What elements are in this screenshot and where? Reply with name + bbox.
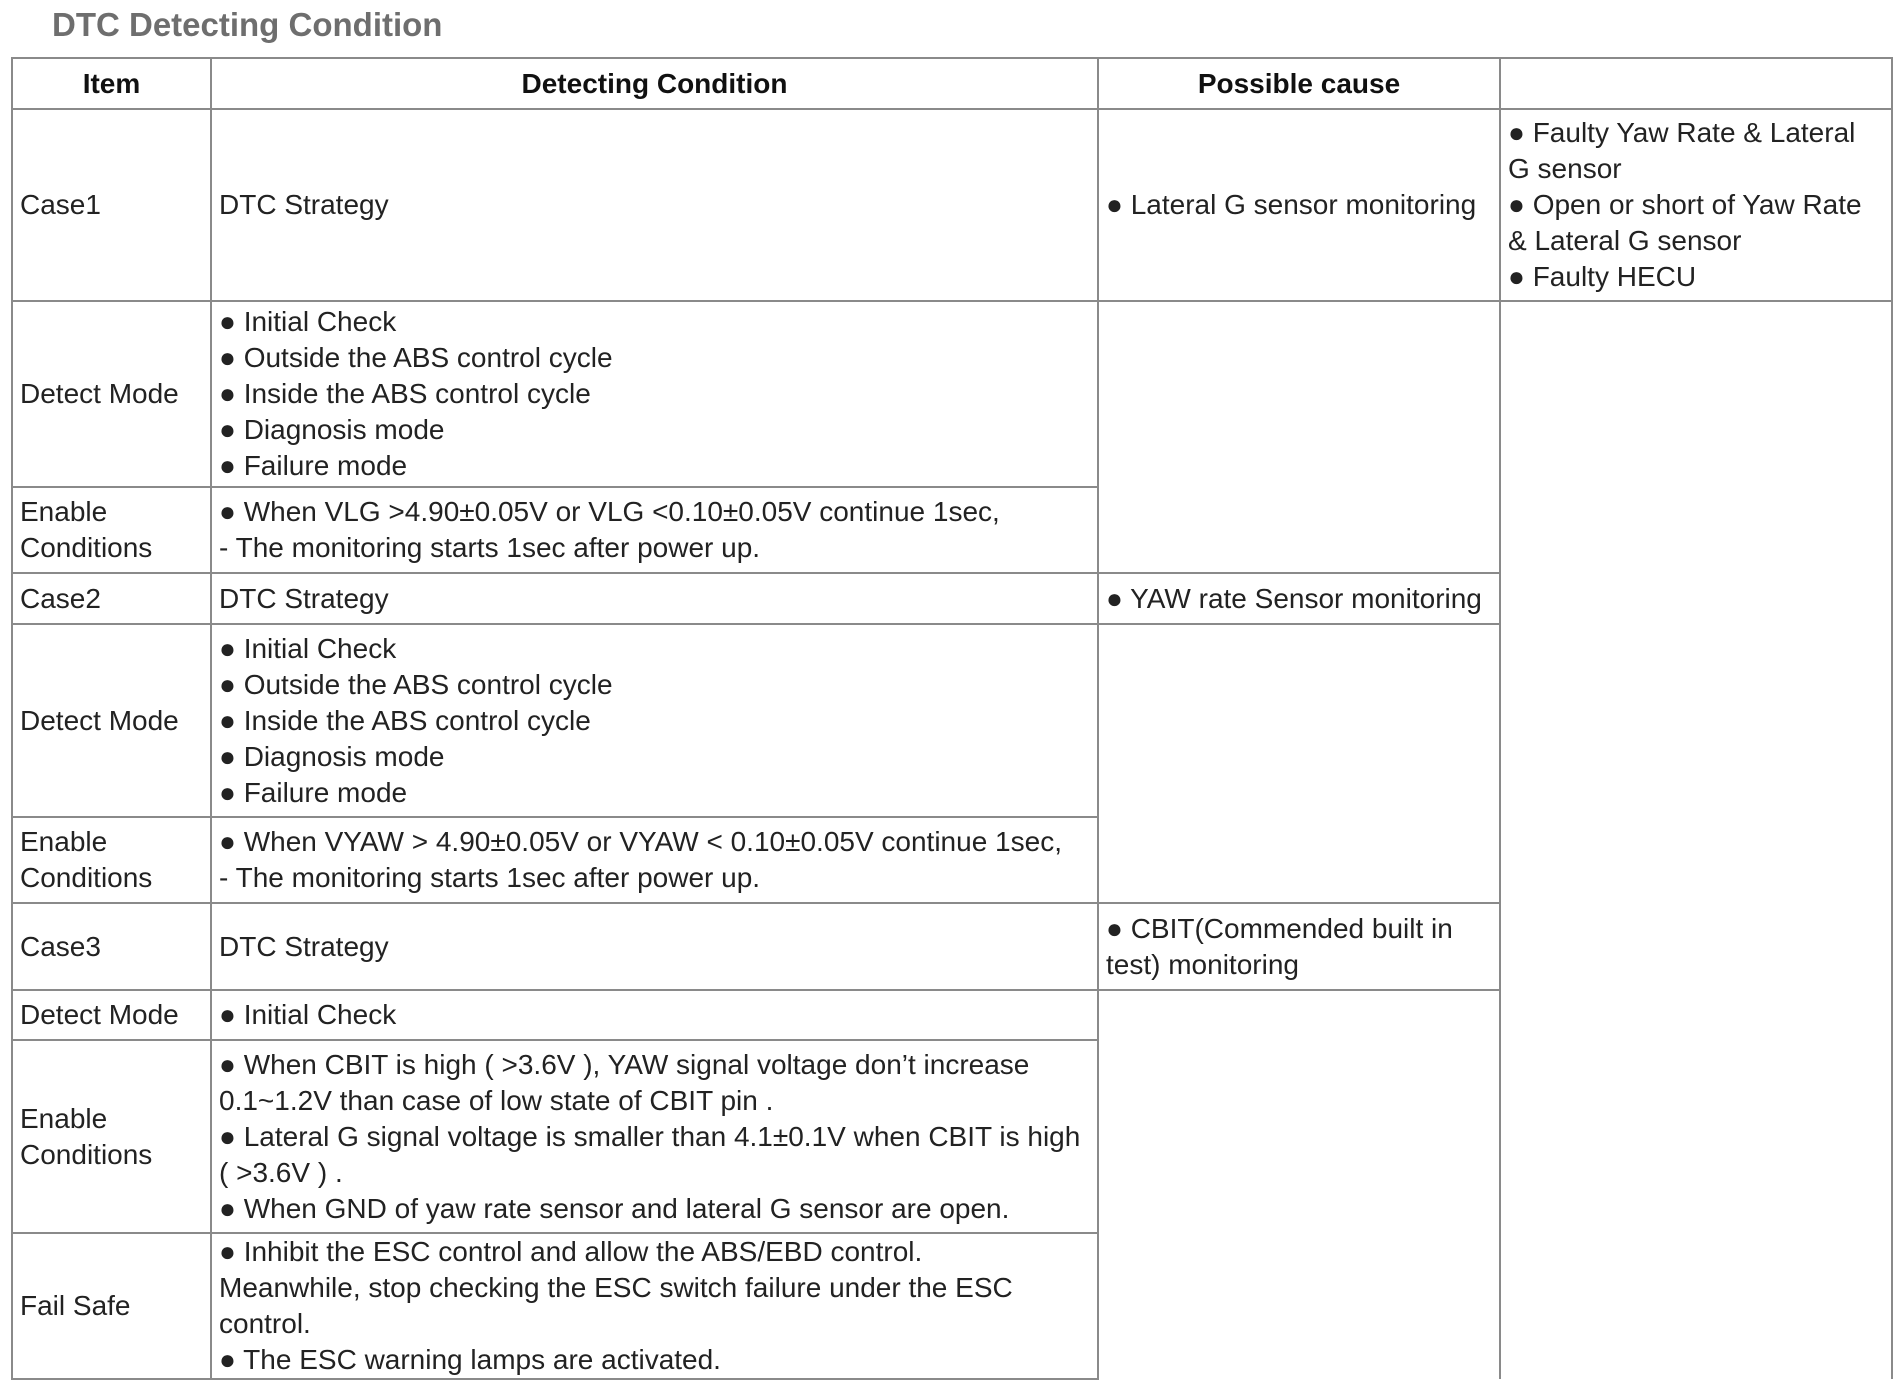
empty-cell: [1098, 990, 1500, 1379]
cause-line: ● Open or short of Yaw Rate & Lateral G sensor: [1508, 189, 1862, 256]
cause-line: ● Faulty HECU: [1508, 261, 1697, 292]
case2-enable-label: Enable Conditions: [12, 817, 211, 903]
enable-line: - The monitoring starts 1sec after power up.: [219, 862, 761, 893]
enable-line: ● When VLG >4.90±0.05V or VLG <0.10±0.05V continue 1sec,: [219, 496, 1000, 527]
page-title: DTC Detecting Condition: [52, 6, 443, 43]
table-row: [12, 109, 1892, 301]
case1-item: Case1: [12, 109, 211, 301]
detect-mode-line: ● Inside the ABS control cycle: [219, 378, 591, 409]
cause-line: ● Faulty Yaw Rate & Lateral G sensor: [1508, 117, 1856, 184]
detect-mode-line: ● Diagnosis mode: [219, 414, 445, 445]
case3-strategy-cause: ● CBIT(Commended built in test) monitoring: [1098, 903, 1500, 990]
dtc-table: [11, 57, 1893, 1380]
case2-strategy-cause: ● YAW rate Sensor monitoring: [1098, 573, 1500, 624]
header-possible-cause: Possible cause: [1098, 58, 1500, 109]
case3-enable-label: Enable Conditions: [12, 1040, 211, 1233]
header-item: Item: [12, 58, 211, 109]
case2-strategy: DTC Strategy: [211, 573, 1098, 624]
case1-possible-causes: [1500, 109, 1892, 301]
case3-item: Case3: [12, 903, 211, 990]
header-row: [12, 58, 1892, 109]
enable-line: - The monitoring starts 1sec after power up.: [219, 532, 761, 563]
case3-detect-mode: [211, 990, 1098, 1040]
detect-mode-line: ● Initial Check: [219, 999, 397, 1030]
detect-mode-line: ● Inside the ABS control cycle: [219, 704, 591, 736]
fail-safe-line: Meanwhile, stop checking the ESC switch failure under the ESC control.: [219, 1272, 1013, 1339]
empty-cell: [1098, 487, 1500, 573]
detect-mode-line: ● Initial Check: [219, 306, 397, 337]
header-extra: [1500, 58, 1892, 109]
enable-line: ● Lateral G signal voltage is smaller than 4.1±0.1V when CBIT is high ( >3.6V ) .: [219, 1120, 1081, 1188]
detect-mode-line: ● Diagnosis mode: [219, 740, 445, 772]
case2-item: Case2: [12, 573, 211, 624]
fail-safe-line: ● Inhibit the ESC control and allow the ABS/EBD control.: [219, 1236, 923, 1267]
detect-mode-line: ● Outside the ABS control cycle: [219, 342, 613, 373]
table-row: [12, 301, 1892, 487]
enable-line: ● When GND of yaw rate sensor and lateral G sensor are open.: [219, 1192, 1010, 1224]
header-detecting-condition: Detecting Condition: [211, 58, 1098, 109]
detect-mode-line: ● Outside the ABS control cycle: [219, 668, 613, 700]
enable-line: ● When CBIT is high ( >3.6V ), YAW signal voltage don’t increase 0.1~1.2V than case of low state of CBIT pin .: [219, 1048, 1030, 1116]
case2-detect-mode-label: Detect Mode: [12, 624, 211, 817]
case3-detect-mode-label: Detect Mode: [12, 990, 211, 1040]
case1-detect-mode-label: Detect Mode: [12, 301, 211, 487]
enable-line: ● When VYAW > 4.90±0.05V or VYAW < 0.10±0.05V continue 1sec,: [219, 826, 1062, 857]
case3-fail-safe-label: Fail Safe: [12, 1233, 211, 1379]
empty-cell: [1098, 301, 1500, 487]
empty-cell: [1500, 301, 1892, 1379]
detect-mode-line: ● Initial Check: [219, 632, 397, 664]
case1-enable: [211, 487, 1098, 573]
case1-strategy: DTC Strategy: [211, 109, 1098, 301]
empty-cell: [1098, 624, 1500, 817]
case2-enable: [211, 817, 1098, 903]
detect-mode-line: ● Failure mode: [219, 776, 408, 808]
case2-detect-mode: [211, 624, 1098, 817]
detect-mode-line: ● Failure mode: [219, 450, 408, 481]
case1-detect-mode: [211, 301, 1098, 487]
case1-enable-label: Enable Conditions: [12, 487, 211, 573]
case1-strategy-cause: ● Lateral G sensor monitoring: [1098, 109, 1500, 301]
case3-fail-safe: [211, 1233, 1098, 1379]
empty-cell: [1098, 817, 1500, 903]
fail-safe-line: ● The ESC warning lamps are activated.: [219, 1344, 721, 1375]
case3-enable: [211, 1040, 1098, 1233]
case3-strategy: DTC Strategy: [211, 903, 1098, 990]
